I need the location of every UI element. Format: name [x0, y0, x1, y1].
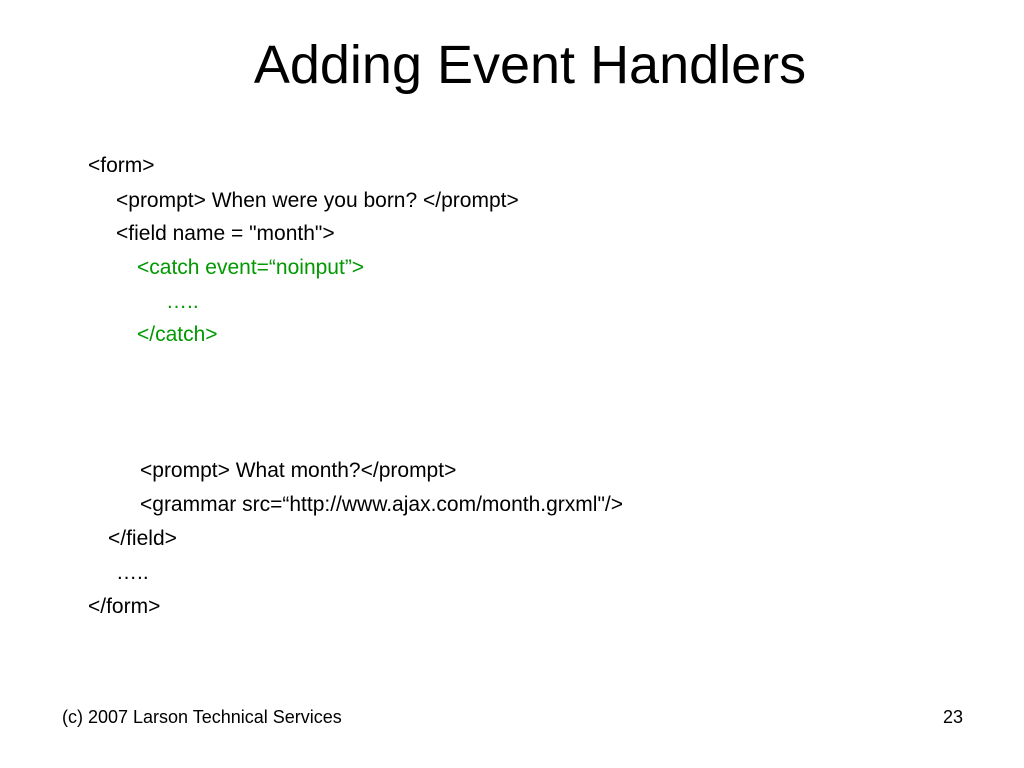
footer-page-number: 23: [942, 707, 963, 727]
code-line-field-close: </field>: [108, 527, 177, 550]
code-line-ellipsis: …..: [116, 561, 149, 584]
code-line-catch-close: </catch>: [137, 323, 218, 346]
footer-copyright: (c) 2007 Larson Technical Services: [62, 707, 342, 727]
code-line-field-open: <field name = "month">: [116, 222, 335, 245]
code-line-form-close: </form>: [88, 595, 161, 618]
code-line-prompt-month: <prompt> What month?</prompt>: [140, 459, 457, 482]
slide-title: Adding Event Handlers: [253, 35, 807, 95]
code-line-catch-open: <catch event=“noinput”>: [137, 256, 365, 279]
code-line-form-open: <form>: [88, 154, 155, 177]
code-line-grammar: <grammar src=“http://www.ajax.com/month.grxml"/>: [140, 493, 624, 516]
code-line-catch-ellipsis: …..: [166, 290, 199, 313]
code-line-prompt-born: <prompt> When were you born? </prompt>: [116, 189, 519, 212]
